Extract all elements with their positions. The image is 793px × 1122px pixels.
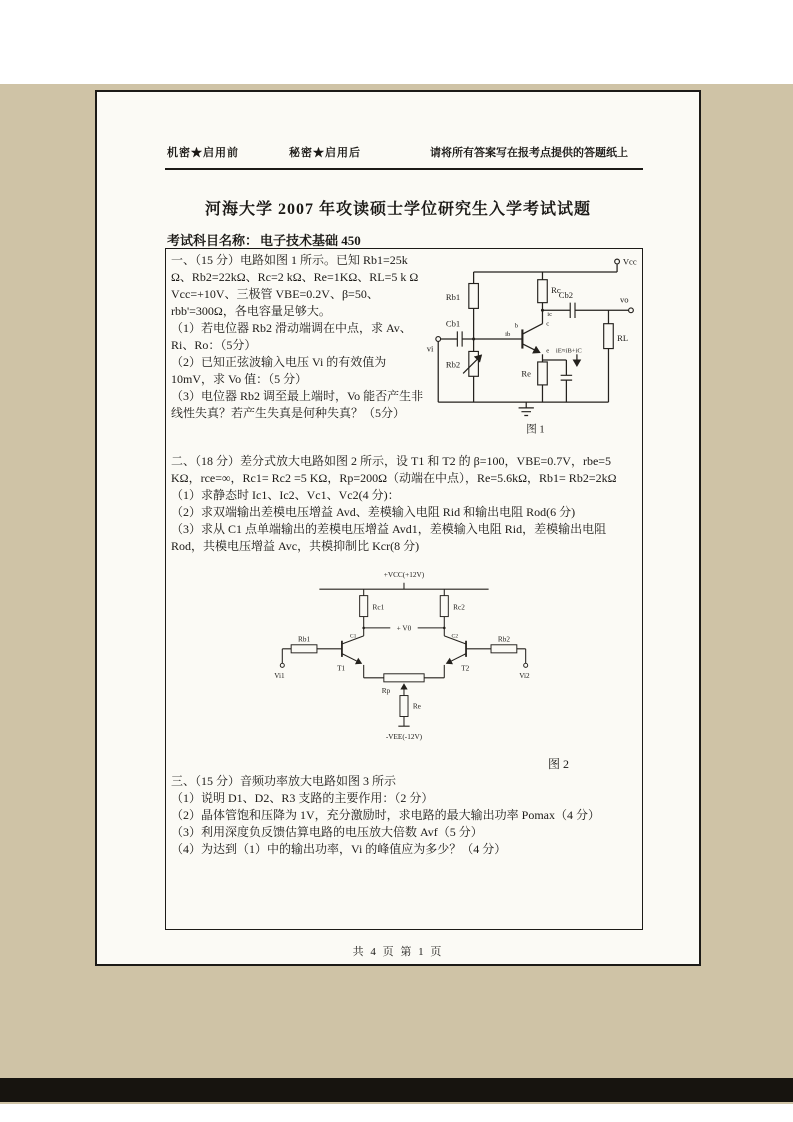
vi1-label: Vi1 xyxy=(274,671,285,680)
question-3 xyxy=(171,773,637,858)
transistor-t2 xyxy=(444,633,491,678)
vcc-label: +VCC(+12V) xyxy=(383,571,425,580)
ib-label: ib xyxy=(505,331,511,339)
rc-label: Rc xyxy=(551,285,561,296)
resistor-rb1 xyxy=(274,636,317,680)
question-3-item-4: （4）为达到（1）中的输出功率，Vi 的峰值应为多少？（4 分） xyxy=(171,842,507,856)
collector-label: c xyxy=(546,320,550,328)
figure-1-svg xyxy=(421,251,641,438)
vee-label: -VEE(-12V) xyxy=(385,733,423,742)
emitter-label: e xyxy=(546,347,550,355)
rc2-label: Rc2 xyxy=(453,603,465,612)
figure-2-circuit xyxy=(271,565,541,746)
rb1-label: Rb1 xyxy=(445,291,461,302)
resistor-re xyxy=(386,692,423,741)
vi-label: vi xyxy=(426,343,434,354)
scan-edge-bar xyxy=(0,1078,793,1102)
figure-1-circuit xyxy=(421,251,641,438)
cb1-label: Cb1 xyxy=(445,318,461,329)
figure-2-svg xyxy=(271,565,541,746)
rc1-label: Rc1 xyxy=(372,603,385,612)
exam-title: 河海大学 2007 年攻读硕士学位研究生入学考试试题 xyxy=(204,201,591,218)
subject-label: 考试科目名称： xyxy=(167,233,259,248)
c2-node-label: C2 xyxy=(451,633,459,640)
answer-sheet-instruction: 请将所有答案写在报考点提供的答题纸上 xyxy=(430,147,628,159)
rb2-label: Rb2 xyxy=(445,359,461,370)
cb2-label: Cb2 xyxy=(558,289,574,300)
resistor-rb1 xyxy=(446,272,479,339)
question-2-item-1: （1）求静态时 Ic1、Ic2、Vc1、Vc2(4 分)： xyxy=(171,488,400,502)
potentiometer-rb2 xyxy=(446,337,481,402)
potentiometer-rp xyxy=(364,674,445,695)
figure-2-caption: 图 2 xyxy=(548,757,570,771)
question-1-item-1: （1）若电位器 Rb2 滑动端调在中点，求 Av、Ri、Ro：（5分） xyxy=(171,321,412,352)
question-3-item-1: （1）说明 D1、D2、R3 支路的主要作用：（2 分） xyxy=(171,791,434,805)
base-label: b xyxy=(514,322,519,330)
c1-node-label: C1 xyxy=(349,633,357,640)
subject-line xyxy=(167,230,363,249)
question-3-item-3: （3）利用深度负反馈估算电路的电压放大倍数 Avf（5 分） xyxy=(171,825,483,839)
input-source xyxy=(427,319,523,403)
question-2-item-3: （3）求从 C1 点单端输出的差模电压增益 Avd1，差模输入电阻 Rid，差模输出电阻 Rod，共模电压增益 Avc，共模抑制比 Kcr(8 分) xyxy=(171,522,607,553)
question-1-item-2: （2）已知正弦波输入电压 Vi 的有效值为 10mV，求 Vo 值：（5 分） xyxy=(171,355,387,386)
vi2-label: Vi2 xyxy=(519,671,530,680)
t2-label: T2 xyxy=(461,664,470,673)
vo-label: vo xyxy=(619,294,629,305)
exam-paper-page xyxy=(95,90,701,966)
question-2-item-2: （2）求双端输出差模电压增益 Avd、差模输入电阻 Rid 和输出电阻 Rod(6 分) xyxy=(171,505,576,519)
v0-output xyxy=(350,624,458,639)
rb1-label: Rb1 xyxy=(298,635,311,644)
resistor-rb2 xyxy=(491,636,530,680)
emitter-branch xyxy=(521,347,582,402)
rb2-label: Rb2 xyxy=(497,635,510,644)
security-label-left: 机密★启用前 xyxy=(167,147,239,159)
question-1-intro: 一、（15 分）电路如图 1 所示。已知 Rb1=25k Ω、Rb2=22kΩ、Rc=2 kΩ、Re=1KΩ、RL=5 k Ω Vcc=+10V、三极管 VBE=0.2V、β=50、rbb'=300Ω，各电容量足够大。 xyxy=(171,253,419,318)
rp-label: Rp xyxy=(381,687,391,696)
transistor xyxy=(515,311,552,362)
transistor-t1 xyxy=(317,633,364,678)
question-box xyxy=(165,248,643,930)
question-1-item-3: （3）电位器 Rb2 调至最上端时，Vo 能否产生非线性失真？若产生失真是何种失真？（5分） xyxy=(171,389,424,420)
v0-label: + V0 xyxy=(396,624,412,633)
re-label: Re xyxy=(412,702,421,711)
ie-label: iE≈iB+iC xyxy=(555,347,582,355)
vcc-label: Vcc xyxy=(622,256,637,267)
vcc-rail xyxy=(319,571,488,589)
question-2-intro: 二、（18 分）差分式放大电路如图 2 所示，设 T1 和 T2 的 β=100，VBE=0.7V，rbe=5 KΩ，rce=∞，Rc1= Rc2 =5 KΩ，Rp=200Ω（动端在中点），Re=5.6kΩ，Rb1= Rb2=2kΩ xyxy=(171,454,617,485)
output-branch xyxy=(541,290,633,402)
header-rule xyxy=(165,168,643,170)
question-2 xyxy=(171,453,637,555)
re-label: Re xyxy=(521,368,531,379)
page-number-footer: 共 4 页 第 1 页 xyxy=(352,946,444,958)
ic-label: ic xyxy=(547,311,553,319)
figure-1-caption: 图 1 xyxy=(526,424,545,436)
question-3-item-2: （2）晶体管饱和压降为 1V，充分激励时，求电路的最大输出功率 Pomax（4 分） xyxy=(171,808,601,822)
vcc-rail xyxy=(474,256,637,272)
ground-rail xyxy=(438,402,608,415)
security-label-middle: 秘密★启用后 xyxy=(289,147,361,159)
t1-label: T1 xyxy=(337,664,346,673)
subject-value: 电子技术基础 450 xyxy=(260,233,361,248)
question-1 xyxy=(171,252,425,422)
rl-label: RL xyxy=(617,332,629,343)
question-3-intro: 三、（15 分）音频功率放大电路如图 3 所示 xyxy=(171,774,397,788)
